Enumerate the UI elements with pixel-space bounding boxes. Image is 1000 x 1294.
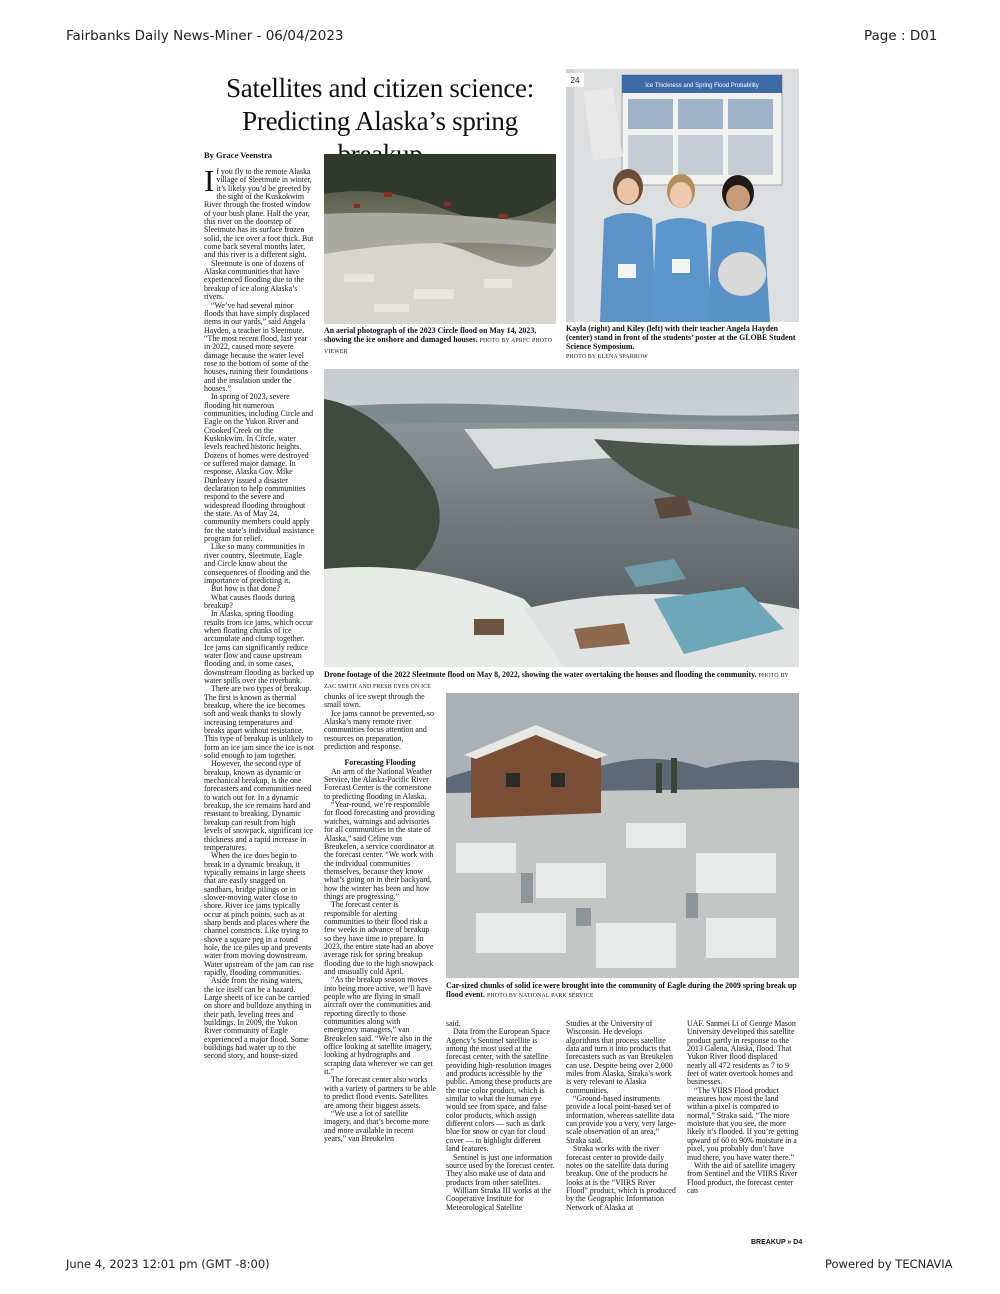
paragraph: The forecast center also works with a variety of partners to be able to predict flood events. Satellites are among their biggest assets. xyxy=(324,1075,436,1110)
photo-credit: PHOTO BY ZAC SMITH AND FRESH EYES ON ICE xyxy=(324,673,789,690)
caption-text: An aerial photograph of the 2023 Circle flood on May 14, 2023, showing the ice onshore and damaged houses. xyxy=(324,326,537,344)
paragraph: What causes floods during breakup? xyxy=(204,592,295,610)
paragraph: “We’ve had several minor floods that have simply displaced items in our yards,” said Angela Hayden, a teacher in Sleetmute. “The most recent flood, last year in 2022, caused more severe damage because the water level rose to the bottom of some of the houses, ruining their foundations and the insulation under the houses.” xyxy=(204,300,310,393)
paragraph: Ice jams cannot be prevented, so Alaska’s many remote river communities focus attention and resources on preparation, prediction and response. xyxy=(324,708,434,752)
article-column-4 xyxy=(566,1020,676,1252)
poster-title: Ice Thickness and Spring Flood Probability xyxy=(645,83,759,89)
paragraph: “As the breakup season moves into being more active, we’ll have people who are flying in small aircraft over the communities and reporting directly to those communities along with emergency managers,” van Breukelen said. “We’re also in the office looking at satellite imagery, looking at hydrographs and scraping data wherever we can get it.” xyxy=(324,975,433,1077)
paragraph: “We use a lot of satellite imagery, and that’s become more and more available in recent years,” van Breukelen xyxy=(324,1108,429,1143)
page-header-left: Fairbanks Daily News-Miner - 06/04/2023 xyxy=(66,28,344,44)
caption-eagle xyxy=(446,981,800,1001)
photo-eagle-ice-chunks xyxy=(446,693,799,978)
page-header-right: Page : D01 xyxy=(864,28,938,44)
paragraph: With the aid of satellite imagery from Sentinel and the VIIRS River Flood product, the forecast center can xyxy=(687,1160,798,1195)
article-column-3 xyxy=(446,1020,556,1252)
paragraph: When the ice does begin to break in a dynamic breakup, it typically remains in large sheets that are easily snagged on sandbars, bridge pilings or in slower-moving water close to shore. River ice jams typically occur at pinch points, such as at sharp bends and places where the channel constricts. Like trying to shove a square peg in a round hole, the ice piles up and prevents water from moving downstream. Water upstream of the jam can rise rapidly, flooding communities. xyxy=(204,851,314,977)
paragraph: In spring of 2023, severe flooding hit numerous communities, including Circle and Eagle on the Yukon River and Crooked Creek on the Kuskokwim. In Circle, water levels reached historic heights. Dozens of homes were destroyed or suffered major damage. In response, Alaska Gov. Mike Dunleavy issued a disaster declaration to help communities respond to the severe and widespread flooding throughout the state. As of May 24, community members could apply for the state’s individual assistance program for relief. xyxy=(204,392,314,544)
jump-line[interactable]: BREAKUP » D4 xyxy=(751,1239,803,1246)
paragraph: “Year-round, we’re responsible for flood forecasting and providing watches, warnings and advisories for all communities in the state of Alaska,” said Celine van Breukelen, a service coordinator at the forecast center. “We work with the individual communities themselves, because they know what’s going on in their backyard, how the winter has been and how things are progressing.” xyxy=(324,800,435,901)
paragraph: There are two types of breakup. The first is known as thermal breakup, where the ice becomes soft and weak thanks to slowly increasing temperatures and breaks apart without resistance. This type of breakup is unlikely to form an ice jam since the ice is not solid enough to jam together. xyxy=(204,684,314,761)
photo-aerial-circle-flood xyxy=(324,154,556,324)
paragraph: Like so many communities in river country, Sleetmute, Eagle and Circle know about the consequences of flooding and the importance of predicting it. xyxy=(204,542,310,585)
caption-text: Drone footage of the 2022 Sleetmute flood on May 8, 2022, showing the water overtaking the houses and flooding the community. xyxy=(324,670,757,679)
article-column-5 xyxy=(687,1020,799,1234)
page-footer-right: Powered by TECNAVIA xyxy=(825,1257,953,1271)
headline-line-2: Predicting Alaska’s spring xyxy=(242,106,518,136)
caption-aerial xyxy=(324,326,560,357)
paragraph: Sentinel is just one information source used by the forecast center. They also make use of data and products from other satellites. xyxy=(446,1152,555,1187)
paragraph: Data from the European Space Agency’s Sentinel satellite is among the most used at the forecast center, with the satellite providing high-resolution images and products accessible by the public. Among these products are the true color product, which is similar to what the human eye would see from space, and false color products, which assign different colors — such as dark blue for snow or cyan for cloud cover — to highlight different land features. xyxy=(446,1027,552,1154)
paragraph: said. xyxy=(446,1020,461,1028)
paragraph: But how is that done? xyxy=(211,584,280,594)
paragraph: Sleetmute is one of dozens of Alaska communities that have experienced flooding due to the breakup of ice along Alaska’s rivers. xyxy=(204,258,305,302)
paragraph: However, the second type of breakup, known as dynamic or mechanical breakup, is the one forecasters and communities need to watch out for. In a dynamic breakup, the ice remains hard and resistant to breaking. Dynamic breakup can result from high levels of snowpack, significant ice thickness and a rapid increase in temperatures. xyxy=(204,759,313,852)
photo-credit: PHOTO BY APRFC PHOTO VIEWER xyxy=(324,338,553,355)
paragraph: Studies at the University of Wisconsin. He develops algorithms that process satellite data and turn it into products that forecasters such as van Breukelen can use. Despite being over 2,000 miles from Alaska, Straka’s work is very relevant to Alaska communities. xyxy=(566,1020,673,1095)
paragraph: William Straka III works at the Cooperative Institute for Meteorological Satellite xyxy=(446,1185,552,1212)
page-footer-left: June 4, 2023 12:01 pm (GMT -8:00) xyxy=(66,1257,270,1271)
photo-students-poster xyxy=(566,69,799,322)
paragraph: An arm of the National Weather Service, the Alaska-Pacific River Forecast Center is the cornerstone to predicting flooding in Alaska. xyxy=(324,766,433,801)
subhead-forecasting-flooding: Forecasting Flooding xyxy=(344,758,416,768)
photo-drone-sleetmute-flood xyxy=(324,369,799,667)
photo-credit: PHOTO BY ELENA SPARROW xyxy=(566,354,648,360)
caption-text: Kayla (right) and Kiley (left) with their teacher Angela Hayden (center) stand in front of the students’ poster at the GLOBE Student Science Symposium. xyxy=(566,324,796,351)
paragraph: Straka works with the river forecast center to provide daily notes on the satellite data during breakup. One of the products he looks at is the “VIIRS River Flood” product, which is produced by the Geographic Information Network of Alaska at xyxy=(566,1144,676,1212)
paragraph: chunks of ice swept through the small town. xyxy=(324,693,425,710)
paragraph: Aside from the rising waters, the ice itself can be a hazard. Large sheets of ice can be carried on shore and bulldoze anything in their path, leveling trees and buildings. In 2009, the Yukon River community of Eagle experienced a major flood. Some buildings had water up to the second story, and house-sized xyxy=(204,976,312,1061)
paragraph: f you fly to the remote Alaska village of Sleetmute in winter, it’s likely you’d be greeted by the sight of the Kuskokwim River through the frosted window of your bush plane. Half the year, this river on the doorstep of Sleetmute has its surface frozen solid, the ice over a foot thick. But come back several months later, and this river is a different sight. xyxy=(204,168,314,260)
poster-badge: 24 xyxy=(570,76,580,85)
paragraph: “The VIIRS Flood product measures how moist the land within a pixel is compared to normal,” Straka said. “The more moisture that you see, the more likely it’s flooded. If you’re getting upward of 60 to 90% moisture in a pixel, you probably don’t have mud there, you have water there.” xyxy=(687,1085,799,1162)
caption-drone xyxy=(324,670,802,692)
paragraph: The forecast center is responsible for alerting communities to their flood risk a few weeks in advance of breakup so they have time to prepare. In 2023, the entire state had an above average risk for spring breakup flooding due to the high snowpack and unusually cold April. xyxy=(324,900,434,976)
paragraph: UAF. Sanmei Li of George Mason University developed this satellite product partly in response to the 2013 Galena, Alaska, flood. That Yukon River flood displaced nearly all 472 residents as 7 to 9 feet of water overtook homes and businesses. xyxy=(687,1020,796,1087)
photo-credit: PHOTO BY NATIONAL PARK SERVICE xyxy=(487,993,594,999)
headline-line-1: Satellites and citizen science: xyxy=(226,73,534,103)
article-column-2 xyxy=(324,693,436,1253)
paragraph: In Alaska, spring flooding results from ice jams, which occur when floating chunks of ice accumulate and clump together. Ice jams can significantly reduce water flow and cause upstream flooding and, in some cases, downstream flooding as backed up water spills over the riverbank. xyxy=(204,609,314,685)
article-column-1 xyxy=(204,168,314,1250)
byline: By Grace Veenstra xyxy=(204,150,272,160)
caption-students xyxy=(566,324,800,362)
caption-text: Car-sized chunks of solid ice were brought into the community of Eagle during the 2009 spring break up flood event. xyxy=(446,981,797,999)
paragraph: “Ground-based instruments provide a local point-based set of information, whereas satellite data can provide you a very, very large-scale observation of an area,” Straka said. xyxy=(566,1094,676,1145)
dropcap: I xyxy=(204,168,215,198)
